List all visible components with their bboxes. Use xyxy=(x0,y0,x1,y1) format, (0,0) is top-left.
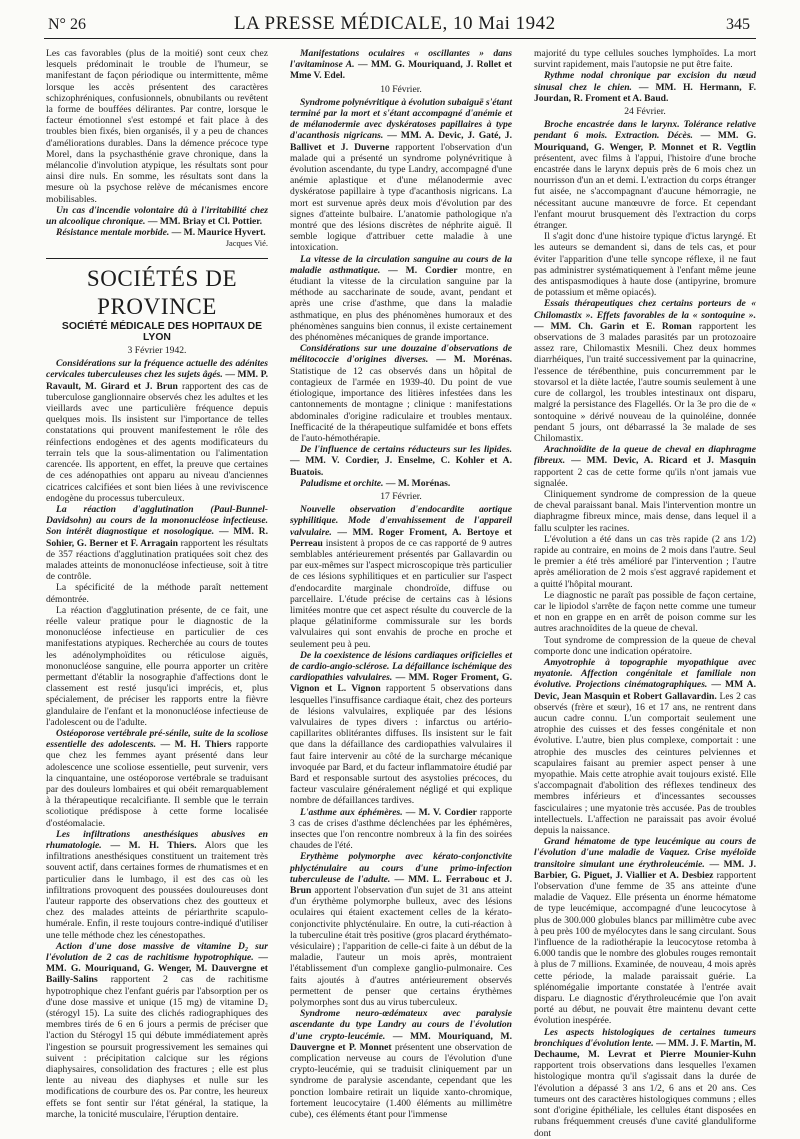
article-title: Manifestations oculaires « oscillantes » dans l'avitaminose A. xyxy=(290,48,512,71)
article-entry xyxy=(46,205,268,227)
article-text: rapportent 5 observations dans lesquelles l'insuffisance cardiaque était, chez des porteurs de lésions valvulaires, expliquée par des lésions valvulaires de types divers : infarctus ou artério-capillarites oblitérantes diffuses. Ils insistent sur le fait que dans la défaillance des cardiopathies valvulaires il faut faire intervenir au côté de la surcharge mécanique invoquée par Bard, et du facteur inflammatoire étudié par Bard et responsable surtout des asystolies précoces, du facteur vasculaire généralement négligé et qui explique nombre de défaillances tardives. xyxy=(290,683,513,807)
article-authors: — MM. J. Barbier, G. Piguet, J. Viallier et A. Desbiez xyxy=(534,858,756,881)
article-text: insistent à propos de ce cas rapporté de 9 autres semblables antérieurement présentés par Gallavardin ou par eux-mêmes sur l'aspect microscopique très particulier de ces lésions syphilitiques et en particulier sur l'aspect d'endocardite marginale chondroïde, diffuse ou parcellaire. L'étude précise de certains cas à lésions limitées montre que cet aspect résulte du couvercle de la plaque gélatiniforme commissurale sur les bords valvulaires qui sont envahis de proche en proche et seulement peu à peu. xyxy=(290,537,512,650)
article-entry xyxy=(290,504,512,650)
article-text: Les 2 cas observés (frère et sœur), 16 et 17 ans, ne rentrent dans aucun cadre connu. L'un comportait seulement une atrophie des cuisses et des fesses congénitale et non évolutive. L'autre, bien plus complexe, comportait : une atrophie des muscles des ceintures pelviennes et scapulaires faisant au premier aspect penser à une myopathie. Mais cette atrophie avait toujours existé. Elle s'accompagnait d'abolition des réflexes tendineux des membres inférieurs et d'incessantes secousses fasciculaires ; une myatonie très accusée. Pas de troubles intellectuels. L'affection ne paraissait pas avoir évolué depuis la naissance. xyxy=(534,690,756,837)
article-title: Nouvelle observation d'endocardite aortique syphilitique. Mode d'envahissement de l'appareil valvulaire. xyxy=(290,504,512,538)
article-title: Résistance mentale morbide. xyxy=(56,227,170,239)
article-entry xyxy=(46,941,268,1120)
article-text: rapporte que chez les femmes ayant présenté dans leur adolescence une scoliose essentielle, peut survenir, vers la cinquantaine, une ostéoporose vertébrale se traduisant par des douleurs lombaires et qui obéit remarquablement à la thérapeutique recalcifiante. Il semble que le terrain scoliotique prédispose à cette forme localisée d'ostéomalacie. xyxy=(46,739,269,829)
article-entry xyxy=(290,851,512,1008)
article-authors: — M. Morénas. xyxy=(383,477,451,489)
article-authors: — M. Maurice Hyvert. xyxy=(169,227,266,239)
article-text: montre, en étudiant la vitesse de la circulation sanguine par la méthode au saccharinate de soude, avant, pendant et après une crise d'asthme, que dans la maladie asthmatique, en plus des phénomènes humoraux et des phénomènes sanguins bien connus, il existe certainement des phénomènes mécaniques de grande importance. xyxy=(290,264,512,344)
article-entry xyxy=(290,807,512,852)
article-authors: — MM. H. Hermann, F. Jourdan, R. Froment et A. Baud. xyxy=(534,81,756,104)
article-title: De la coexistence de lésions cardiaques orificielles et de cardio-angio-sclérose. La défaillance ischémique des cardiopathies valvulaires. xyxy=(290,649,512,684)
article-entry xyxy=(290,254,512,344)
meeting-date: 10 Février. xyxy=(380,83,422,95)
article-title: Syndrome neuro-œdémateux avec paralysie ascendante du type Landry au cours de l'évolution d'une crypto-leucémie. xyxy=(290,1008,512,1042)
article-text: rapporte 3 cas de crises d'asthme déclenchées par les éphémères, insectes que l'on rencontre nombreux à la fin des soirées chaudes de l'été. xyxy=(290,806,513,852)
paragraph: Les cas favorables (plus de la moitié) sont ceux chez lesquels prédominait le trouble de l'humeur, se manifestant de façon périodique ou intermittente, même lorsque les accès présentent des caractères schizophréniques, confusionnels, obnubilants ou revêtent la forme de bouffées délirantes. Par contre, lorsque le facteur émotionnel s'est estompé et fait place à des troubles bien fixés, bien organisés, il y a peu de chances d'améliorations durables. Dans la démence précoce type Morel, dans la psychasthénie grave chronique, dans la mélancolie d'involution atypique, les résultats sont pour ainsi dire nuls. En somme, les résultats sont dans la mesure où la psychose relève de mécanismes encore mobilisables. xyxy=(46,48,268,205)
article-title: Ostéoporose vertébrale pré-sénile, suite de la scoliose essentielle des adolescents. xyxy=(46,727,268,751)
article-entry xyxy=(46,728,268,829)
article-text: Alors que les infiltrations anesthésiques constituent un traitement très souvent actif, dans certaines formes de rhumatismes et en particulier dans le lumbago, il est des cas où les infiltrations provoquent des poussées douloureuses dont l'auteur rapporte des observations chez des goutteux et chez des malades atteints de périarthrite scapulo-humérale. Enfin, il reste toujours contre-indiqué d'utiliser une telle méthode chez les cénestopathes. xyxy=(46,840,268,941)
society-title: SOCIÉTÉ MÉDICALE DES HOPITAUX DE LYON xyxy=(61,320,263,343)
newspaper-page xyxy=(44,12,757,1139)
article-authors: — MM. Briay et Cl. Pottier. xyxy=(145,216,263,228)
article-entry xyxy=(534,836,756,1026)
article-entry xyxy=(290,343,512,444)
article-authors: — MM. L. Ferrabouc et J. Brun xyxy=(290,873,512,897)
article-authors: — MM. G. Mouriquand, G. Wenger, M. Dauvergne et Bailly-Salins xyxy=(46,952,268,986)
article-authors: — MM. A. Devic, J. Gaté, J. Ballivet et J. Duverne xyxy=(290,130,513,153)
article-title: Erythème polymorphe avec kérato-conjonctivite phlycténulaire au cours d'une primo-infection tuberculeuse de l'adulte. xyxy=(290,851,512,885)
article-entry xyxy=(534,119,756,231)
article-title: La vitesse de la circulation sanguine au cours de la maladie asthmatique. xyxy=(290,253,512,276)
article-authors: — MM. Devic, A. Ricard et J. Masquin xyxy=(565,455,756,467)
article-text: rapportent l'observation d'une femme de 35 ans atteinte d'une maladie de Vaquez. Elle présenta un énorme hématome de type leucémique, accompagné d'une leucocytose à plus de 300.000 globules blancs par millimètre cube avec à peu près 100 de myélocytes dans le sang circulant. Sous l'influence de la radiothérapie la leucocytose retomba à 6.000 tandis que le nombre des globules rouges remontait à plus de 7 millions. Examinée, de nouveau, 4 mois après cette période, la malade paraissait guérie. La splénomégalie importante constatée à l'entrée avait disparu. Le diagnostic d'érythroleucémie que l'on avait porté au début, ne pouvait être maintenu devant cette évolution inespérée. xyxy=(534,869,756,1027)
section-title: SOCIÉTÉS DE PROVINCE xyxy=(86,265,238,319)
article-title: Rythme nodal chronique par excision du nœud sinusal chez le chien. xyxy=(534,70,756,93)
article-authors: — MM. Roger Froment, A. Bertoye et Perreau xyxy=(290,526,512,549)
article-entry xyxy=(534,444,756,489)
divider xyxy=(46,258,268,259)
page-number: 345 xyxy=(726,16,750,33)
article-entry xyxy=(534,657,756,836)
column-3 xyxy=(534,48,757,1139)
article-title: Arachnoïdite de la queue de cheval en diaphragme fibreux. xyxy=(534,444,756,467)
article-authors: — MM. V. Cordier, J. Enselme, C. Kohler et A. Buatois. xyxy=(290,455,512,478)
paragraph: Le diagnostic ne paraît pas possible de façon certaine, car le lipiodol s'arrête de façon nette comme une tumeur et non en grappe en en arrêt de poison comme sur les autres arachnoïdites de la queue de cheval. xyxy=(534,589,756,635)
article-text: présentent une observation de complication nerveuse au cours de l'évolution d'une crypto-leucémie, qui se traduisit cliniquement par un syndrome de paralysie ascendante, cependant que les ponction lombaire retirait un liquide xanto-chromique, fortement leucocytaire (1.400 éléments au millimètre cube), ces éléments étant pour l'immense xyxy=(290,1041,512,1121)
article-text: rapportent 2 cas de rachitisme hypotrophique chez l'enfant guéris par l'absorption per os d'une dose massive et unique (15 mg) de vitamine D₂ (stérogyl 15). La suite des clichés radiographiques des membres tirés de 6 en 6 jours a permis de préciser que l'action du Stérogyl 15 qui débute immédiatement après l'ingestion se poursuit progressivement les semaines qui suivent : précipitation calcique sur les régions diaphysaires, consolidation des fractures ; elle est plus lente au niveau des diaphyses et nulle sur les modifications de courbure des os. Par contre, les heureux effets se font sentir sur l'état général, la statique, la marche, la tonicité musculaire, l'éruption dentaire. xyxy=(46,974,268,1120)
signature: Jacques Vié. xyxy=(225,238,268,249)
article-title: Les infiltrations anesthésiques abusives en rhumatologie. xyxy=(46,828,268,851)
article-authors: — M. H. Thiers. xyxy=(101,840,197,851)
article-authors: — M. Cordier xyxy=(380,264,458,276)
article-authors: — MM. Ch. Garin et E. Roman xyxy=(534,320,692,332)
column-1 xyxy=(46,48,269,1120)
article-entry xyxy=(534,1027,756,1139)
article-title: Amyotrophie à topographie myopathique avec myatonie. Affection congénitale et familiale non évolutive. Projections cinématographiques. xyxy=(534,656,756,691)
article-authors: — MM. Mouriquand, M. Dauvergne et P. Monnet xyxy=(290,1030,512,1053)
paragraph: L'évolution a été dans un cas très rapide (2 ans 1/2) rapide au contraire, en moins de 2 mois dans l'autre. Seul le premier a été très amélioré par l'intervention ; l'autre après amélioration de 2 mois s'est aggravé rapidement et a quitté l'hôpital mourant. xyxy=(534,533,756,590)
article-authors: — M. H. Thiers xyxy=(156,739,232,751)
article-entry xyxy=(534,70,756,104)
article-authors: — MM. J. F. Martin, M. Dechaume, M. Levrat et Pierre Mounier-Kuhn xyxy=(534,1037,756,1061)
paragraph: majorité du type cellules souches lymphoïdes. La mort survint rapidement, mais l'autopsie ne put être faite. xyxy=(534,48,756,71)
article-text: rapportent les observations de 3 malades parasités par un protozoaire assez rare, Chilomastix Mesnili. Chez deux hommes diarrhéiques, l'un traité successivement par la quinacrine, l'essence de térébenthine, puis concurremment par le stovarsol et la diète lactée, l'autre soumis seulement à une cure de collargol, les troubles intestinaux ont disparu, malgré la persistance des Flagellés. Or la 3e pro die de « sontoquine » dérivé nouveau de la quinoléine, donnée pendant 5 jours, ont débarrassé la 3e malade de ses Chilomastix. xyxy=(534,320,757,444)
page-header xyxy=(44,12,756,39)
article-title: L'asthme aux éphémères. xyxy=(300,806,403,818)
paragraph: La réaction d'agglutination présente, de ce fait, une réelle valeur pratique pour le diagnostic de la mononucléose infectieuse en particulier de ces manifestations atypiques. Recherchée au cours de toutes les adénolymphoïdites ou réticulose aiguës, mononucléose sanguine, elle pourra apporter un critère permettant d'établir la nosographie d'affections dont le classement est resté jusqu'ici imprécis, et, plus spécialement, de préciser les rapports entre la fièvre glandulaire de l'enfant et la mononucléose infectieuse de l'adolescent ou de l'adulte. xyxy=(46,604,268,728)
article-authors: — MM. R. Sohier, G. Berner et F. Arragain xyxy=(46,526,269,549)
article-entry xyxy=(290,97,512,254)
article-title: Action d'une dose massive de vitamine D₂ sur l'évolution de 2 cas de rachitisme hypotrophique. xyxy=(46,940,268,964)
meeting-date: 17 Février. xyxy=(380,490,422,502)
article-authors: — MM A. Devic, Jean Masquin et Robert Gallavardin. xyxy=(534,679,756,702)
article-title: Considérations sur la fréquence actuelle des adénites cervicales tuberculeuses chez les sujets âgés. xyxy=(46,358,268,381)
article-entry xyxy=(290,650,512,807)
article-authors: — M. Morénas. xyxy=(428,354,512,366)
article-title: La réaction d'agglutination (Paul-Bunnel-Davidsohn) au cours de la mononucléose infectieuse. Son intérêt diagnostique et nosologique. xyxy=(46,503,268,538)
article-text: Statistique de 12 cas observés dans un hôpital de contagieux de l'armée en 1939-40. Du point de vue étiologique, importance des litières infestées dans les cantonnements de montagne ; clinique : manifestations abdominales d'origine radiculaire et troubles mentaux. Inefficacité de la thérapeutique sulfamidée et bons effets de l'auto-hémothérapie. xyxy=(290,365,512,444)
paragraph: Il s'agit donc d'une histoire typique d'ictus laryngé. Et les auteurs se demandent si, dans de tels cas, et pour éviter l'apparition d'une telle syncope réflexe, il ne faut pas administrer systématiquement à l'enfant même jeune des antispasmodiques à haute dose (antipyrine, bromure de potassium et même opiacés). xyxy=(534,231,756,299)
article-authors: — MM. G. Mouriquand, J. Rollet et Mme V. Edel. xyxy=(290,59,513,82)
article-text: rapportent 2 cas de cette forme qu'ils n'ont jamais vue signalée. xyxy=(534,466,756,489)
article-text: rapportent trois observations dans lesquelles l'examen histologique montra qu'il s'agissait dans la durée de l'évolution a dépassé 3 ans 1/2, 6 ans et 20 ans. Ces tumeurs ont des caractères histologiques communs ; elles sont d'origine épithéliale, les cellules étant disposées en rubans fréquemment creusés d'une cavité glanduliforme dont xyxy=(534,1060,756,1139)
article-entry xyxy=(290,478,512,489)
article-title: Syndrome polynévritique à évolution subaiguë s'étant terminé par la mort et s'étant accompagné d'anémie et de mélanodermie avec dyskératoses papillaires à type d'acanthosis nigricans. xyxy=(290,96,512,142)
journal-title: LA PRESSE MÉDICALE, 10 Mai 1942 xyxy=(234,13,556,34)
article-title: Les aspects histologiques de certaines tumeurs bronchiques d'évolution lente. xyxy=(534,1026,756,1049)
article-title: Essais thérapeutiques chez certains porteurs de « Chilomastix ». Effets favorables de la « sontoquine ». xyxy=(534,298,756,321)
article-text: rapportent l'observation d'un malade qui a présenté un syndrome polynévritique à évolution ascendante, du type Landry, accompagné d'une anémie aplastique et d'une mélanodermie avec dyskératose papillaire à type d'acanthosis nigricans. La mort est survenue après deux mois d'évolution par des signes d'atteinte bulbaire. L'anatomie pathologique n'a montré que des lésions discrètes de néphrite aiguë. Il semble logique d'attribuer cette maladie à une intoxication. xyxy=(290,141,512,254)
article-text: rapportent des cas de tuberculose ganglionnaire observés chez les adultes et les vieillards avec une particulière fréquence depuis quelques mois. Ils insistent sur l'importance de telles constatations qui prouvent manifestement le rôle des réinfections endogènes et des agents modificateurs du terrain tels que la sous-alimentation ou l'alimentation carencée. Ils apportent, en effet, la preuve que certaines de ces adénopathies ont apparu au niveau d'anciennes cicatrices calcifiées et sont bien liées à une reviviscence endogène du processus tuberculeux. xyxy=(46,380,268,504)
article-entry xyxy=(46,227,268,238)
article-entry xyxy=(46,358,268,504)
article-authors: — MM. P. Ravault, M. Girard et J. Brun xyxy=(46,369,268,392)
article-authors: — M. V. Cordier xyxy=(402,806,477,818)
article-title: Considérations sur une douzaine d'observations de mélitococcie d'origines diverses. xyxy=(290,343,512,366)
article-entry xyxy=(534,298,756,444)
article-text: rapportent les résultats de 357 réactions d'agglutination pratiquées soit chez des malades atteints de mononucléose infectieuse, soit à titre de contrôle. xyxy=(46,537,268,583)
issue-number: N° 26 xyxy=(48,16,86,33)
article-entry xyxy=(46,504,268,582)
article-entry xyxy=(46,829,268,941)
article-text: présentent, avec films à l'appui, l'histoire d'une broche encastrée dans le larynx depuis près de 6 mois chez un nourrisson d'un an et demi. L'extraction du corps étranger fut aisée, ne s'accompagnant d'aucune hémorragie, ne nécessitant aucune manœuvre de force. Et cependant l'enfant mourut brusquement dès l'extraction du corps étranger. xyxy=(534,152,756,232)
article-entry xyxy=(290,444,512,478)
meeting-date: 24 Février. xyxy=(624,106,666,118)
article-title: Un cas d'incendie volontaire dû à l'irritabilité chez un alcoolique chronique. xyxy=(46,204,268,228)
article-title: Grand hématome de type leucémique au cours de l'évolution d'une maladie de Vaquez. Crise myéloïde transitoire simulant une érythroleucémie. xyxy=(534,836,756,870)
article-title: Paludisme et orchite. xyxy=(300,477,384,489)
article-entry xyxy=(290,1008,512,1120)
article-entry xyxy=(290,48,512,82)
paragraph: La spécificité de la méthode paraît nettement démontrée. xyxy=(46,582,268,605)
article-title: De l'influence de certains réducteurs sur les lipides. xyxy=(300,444,512,456)
article-authors: — MM. Roger Froment, G. Vignon et L. Vignon xyxy=(290,672,512,695)
paragraph: Cliniquement syndrome de compression de la queue de cheval paraissant banal. Mais l'intervention montre un diaphragme fibreux mince, mais dense, dans lequel il a fallu sculpter les racines. xyxy=(534,488,756,534)
paragraph: Tout syndrome de compression de la queue de cheval comporte donc une indication opératoire. xyxy=(534,634,756,657)
article-text: apportent l'observation d'un sujet de 31 ans atteint d'un érythème polymorphe bulleux, avec des lésions oculaires qui étaient exactement celles de la kérato-conjonctivite phlycténulaire. En outre, la cuti-réaction à la tuberculine était très positive (gros placard érythémato-vésiculaire) ; l'apparition de celle-ci faite à un début de la maladie, l'auteur un mois après, montraient l'établissement d'un complexe ganglio-pulmonaire. Ces faits ajoutés à d'autres antérieurement observés permettent de penser que certains érythèmes polymorphes sont dus au virus tuberculeux. xyxy=(290,885,512,1009)
article-title: Broche encastrée dans le larynx. Tolérance relative pendant 6 mois. Extraction. Décès. xyxy=(534,119,756,142)
article-authors: — MM. G. Mouriquand, G. Wenger, P. Monnet et R. Vegtlin xyxy=(534,130,756,153)
column-2 xyxy=(290,48,513,1121)
meeting-date: 3 Février 1942. xyxy=(127,345,187,357)
